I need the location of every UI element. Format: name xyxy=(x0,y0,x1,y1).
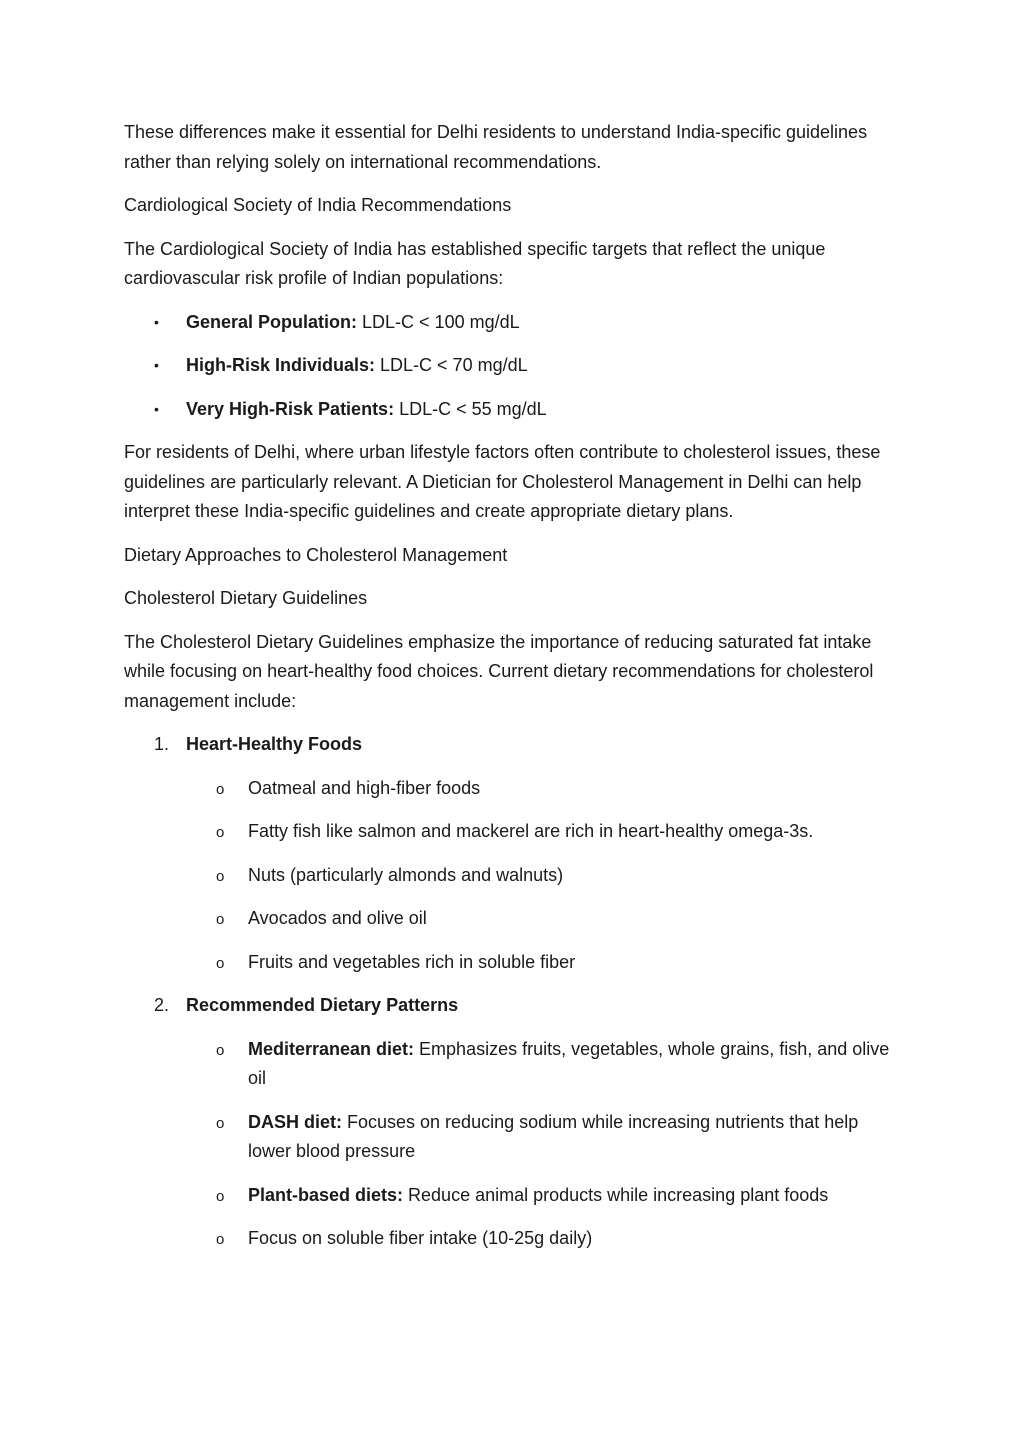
list-item xyxy=(124,351,894,381)
circle-bullet-icon: o xyxy=(216,780,225,798)
target-value: LDL-C < 100 mg/dL xyxy=(357,311,520,332)
bullet-icon: • xyxy=(154,357,159,373)
ldl-targets-list xyxy=(124,308,894,425)
bullet-icon: • xyxy=(154,313,159,330)
item-text: Oatmeal and high-fiber foods xyxy=(248,777,481,798)
list-item xyxy=(186,904,894,934)
bullet-icon: • xyxy=(154,400,159,417)
target-label: General Population: xyxy=(186,311,358,332)
list-item xyxy=(186,948,894,978)
item-text: Avocados and olive oil xyxy=(248,908,427,928)
list-item xyxy=(124,395,894,425)
circle-bullet-icon: o xyxy=(216,1041,225,1059)
circle-bullet-icon: o xyxy=(216,1114,225,1132)
section-number: 1. xyxy=(154,734,170,754)
list-item xyxy=(124,308,894,338)
guidelines-paragraph: The Cholesterol Dietary Guidelines emphasize the importance of reducing saturated fat intake while focusing on heart-healthy food choices. Current dietary recommendations for cholesterol management include: xyxy=(124,631,874,711)
item-text: Fatty fish like salmon and mackerel are rich in heart-healthy omega-3s. xyxy=(248,821,814,841)
item-text: Nuts (particularly almonds and walnuts) xyxy=(248,864,564,885)
guidelines-heading: Cholesterol Dietary Guidelines xyxy=(124,588,368,608)
sub-list xyxy=(186,774,894,978)
item-text: Focus on soluble fiber intake (10-25g daily) xyxy=(248,1228,593,1248)
dietary-sections-list xyxy=(124,730,894,1254)
item-text: Reduce animal products while increasing plant foods xyxy=(403,1184,829,1205)
csi-paragraph: The Cardiological Society of India has established specific targets that reflect the unique cardiovascular risk profile of Indian populations: xyxy=(124,238,826,288)
section-recommended-dietary-patterns xyxy=(124,991,894,1254)
target-value: LDL-C < 55 mg/dL xyxy=(394,398,547,419)
csi-heading: Cardiological Society of India Recommendations xyxy=(124,195,512,215)
target-label: Very High-Risk Patients: xyxy=(186,398,395,419)
dietary-heading: Dietary Approaches to Cholesterol Management xyxy=(124,544,508,565)
item-label: Plant-based diets: xyxy=(248,1184,404,1205)
delhi-paragraph: For residents of Delhi, where urban lifestyle factors often contribute to cholesterol issues, these guidelines are particularly relevant. A Dietician for Cholesterol Management in Delhi can help interpret these India-specific guidelines and create appropriate dietary plans. xyxy=(124,442,881,521)
circle-bullet-icon: o xyxy=(216,954,225,972)
section-title: Recommended Dietary Patterns xyxy=(186,995,459,1015)
document-page xyxy=(124,118,894,1268)
item-text: Fruits and vegetables rich in soluble fiber xyxy=(248,951,576,972)
circle-bullet-icon: o xyxy=(216,1231,225,1248)
list-item xyxy=(186,861,894,891)
list-item xyxy=(186,1035,894,1094)
item-label: DASH diet: xyxy=(248,1111,342,1132)
target-value: LDL-C < 70 mg/dL xyxy=(375,355,528,375)
list-item xyxy=(186,1181,894,1211)
circle-bullet-icon: o xyxy=(216,1187,225,1205)
circle-bullet-icon: o xyxy=(216,911,225,928)
list-item xyxy=(186,774,894,804)
section-title: Heart-Healthy Foods xyxy=(186,734,363,754)
circle-bullet-icon: o xyxy=(216,824,225,841)
item-text: Focuses on reducing sodium while increasing nutrients that help lower blood pressure xyxy=(248,1111,859,1161)
list-item xyxy=(186,1108,894,1167)
section-heart-healthy-foods xyxy=(124,730,894,977)
sub-list xyxy=(186,1035,894,1254)
circle-bullet-icon: o xyxy=(216,867,225,885)
list-item xyxy=(186,817,894,847)
intro-paragraph: These differences make it essential for Delhi residents to understand India-specific guidelines rather than relying solely on international recommendations. xyxy=(124,122,868,172)
section-number: 2. xyxy=(154,995,170,1015)
list-item xyxy=(186,1224,894,1254)
target-label: High-Risk Individuals: xyxy=(186,355,376,375)
item-text: Emphasizes fruits, vegetables, whole grains, fish, and olive oil xyxy=(248,1038,890,1088)
item-label: Mediterranean diet: xyxy=(248,1038,415,1059)
